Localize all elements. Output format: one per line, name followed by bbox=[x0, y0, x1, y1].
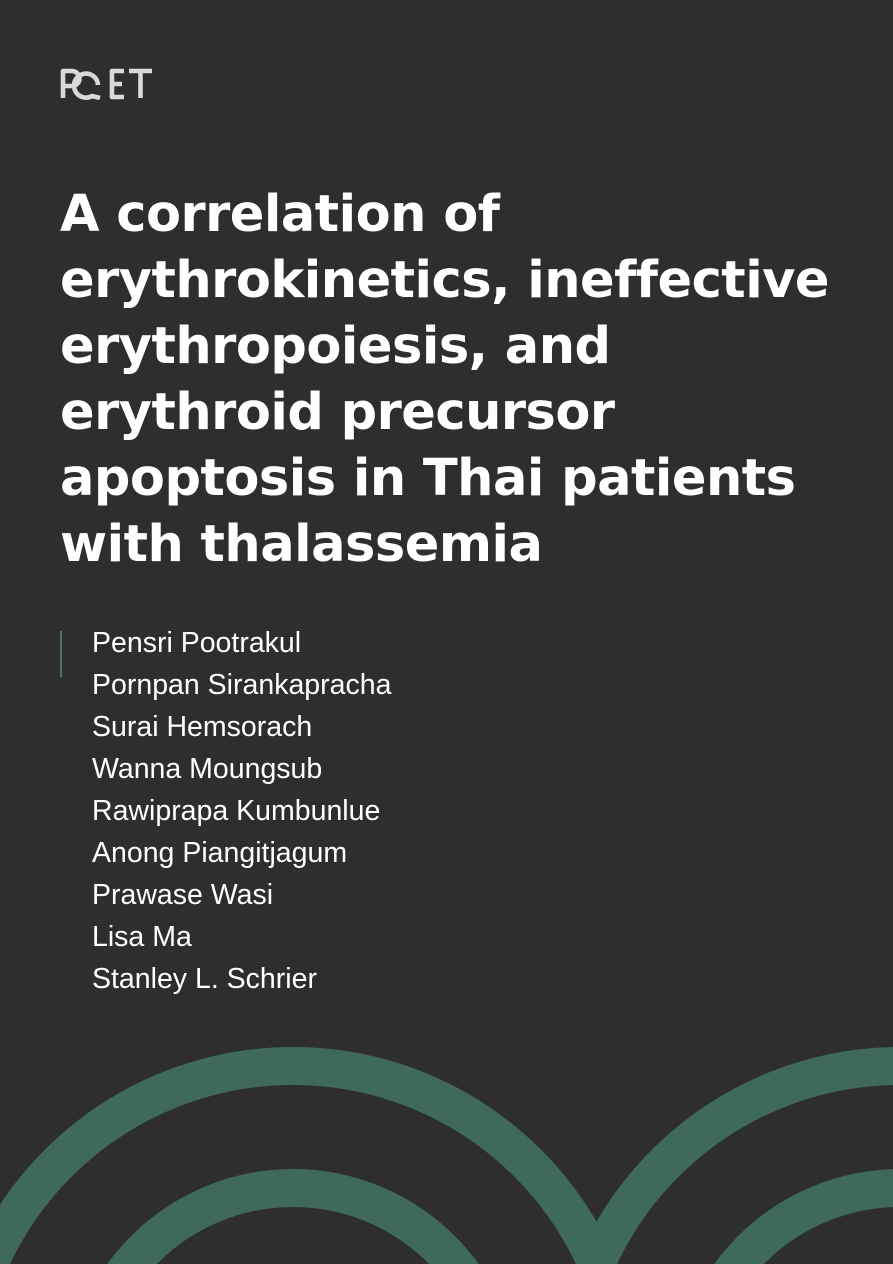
author-name: Prawase Wasi bbox=[92, 879, 274, 911]
author-name: Anong Piangitjagum bbox=[92, 837, 348, 869]
right-outer-arc bbox=[568, 1066, 893, 1264]
left-inner-arc bbox=[83, 1188, 503, 1264]
right-inner-arc bbox=[690, 1188, 893, 1264]
document-title: A correlation of erythrokinetics, ineffective erythropoiesis, and erythroid precursor apoptosis in Thai patients with thalassemia bbox=[60, 185, 830, 574]
author-name: Stanley L. Schrier bbox=[92, 963, 317, 995]
author-name: Wanna Moungsub bbox=[92, 753, 323, 785]
author-name: Rawiprapa Kumbunlue bbox=[92, 795, 381, 827]
left-outer-arc bbox=[0, 1066, 625, 1264]
author-name: Pensri Pootrakul bbox=[92, 627, 302, 659]
author-name: Lisa Ma bbox=[92, 921, 192, 953]
author-name: Pornpan Sirankapracha bbox=[92, 669, 392, 701]
author-name: Surai Hemsorach bbox=[92, 711, 313, 743]
